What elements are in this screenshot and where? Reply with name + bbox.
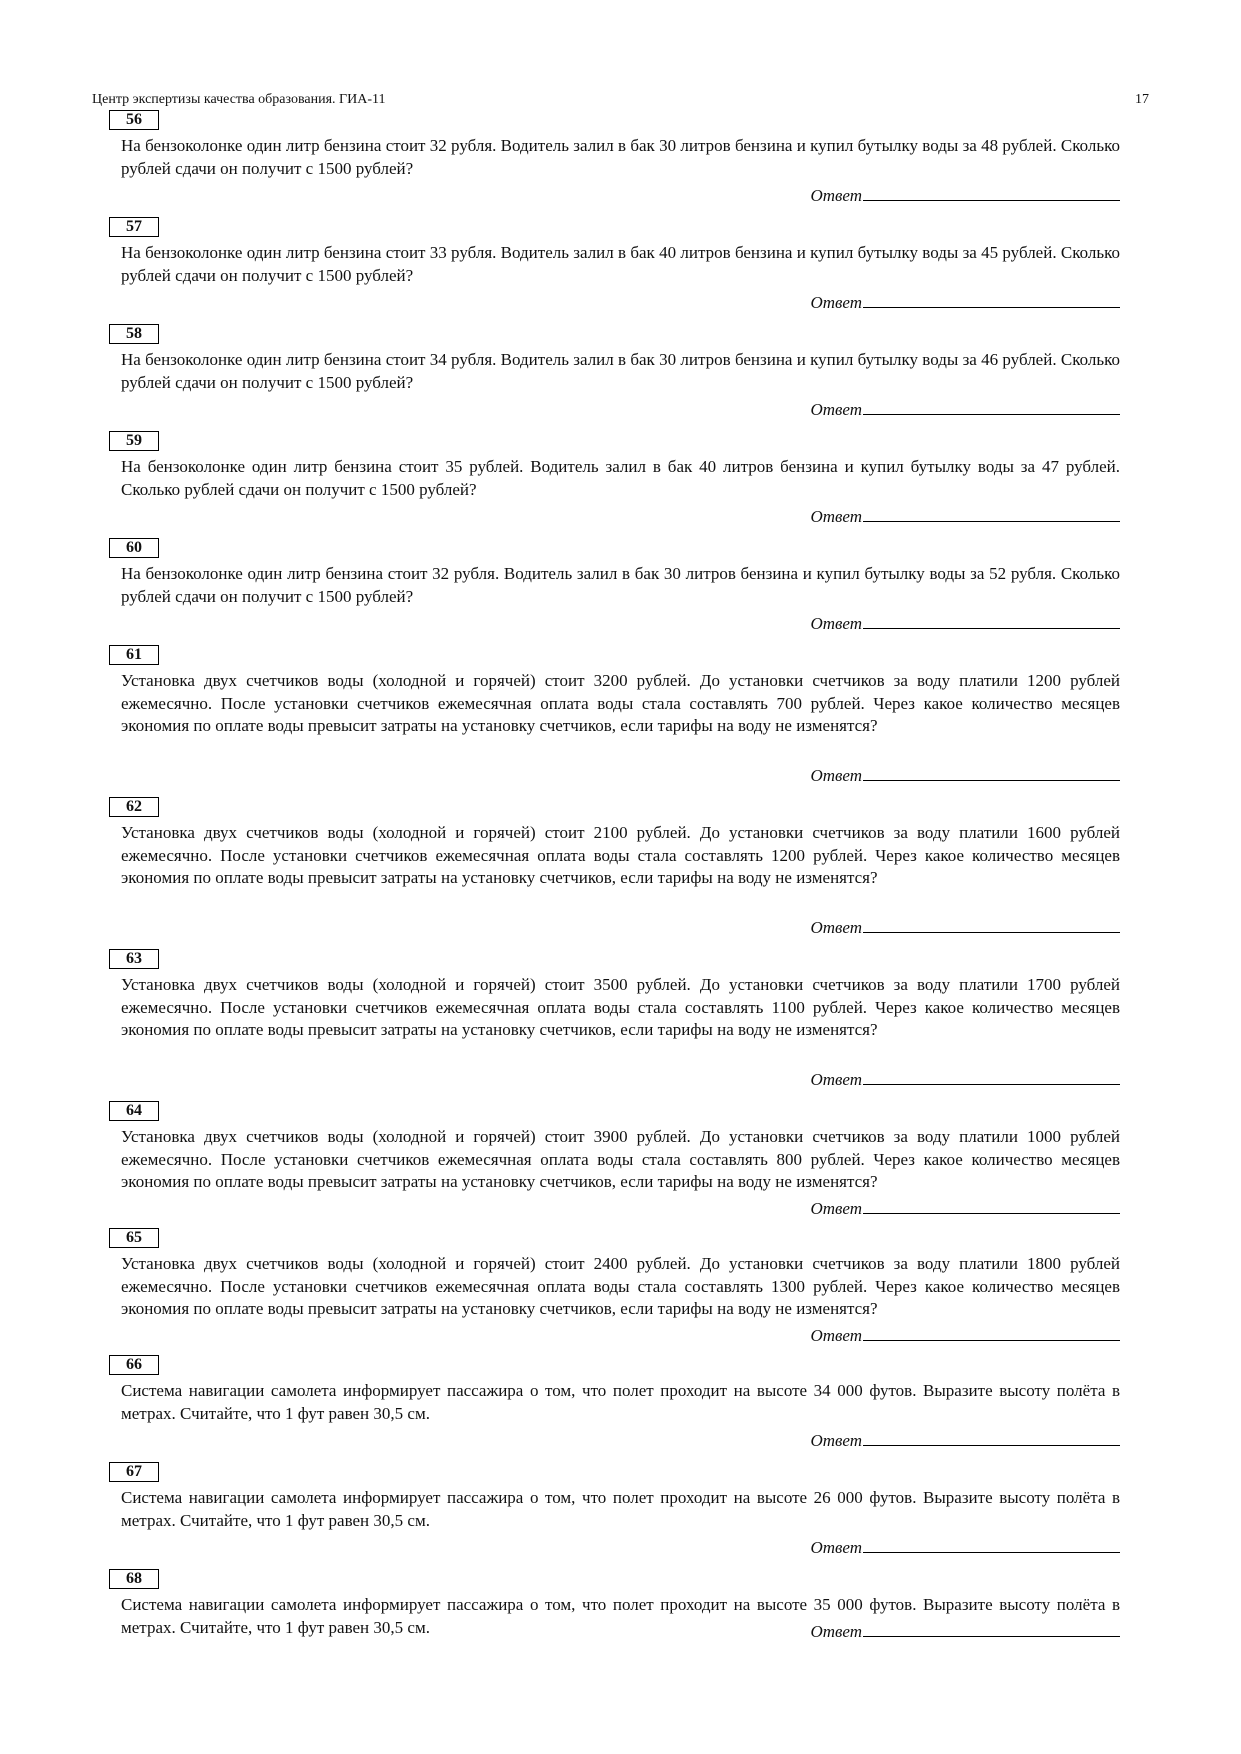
task-number: 57 — [109, 217, 159, 237]
task-number: 63 — [109, 949, 159, 969]
task-number: 56 — [109, 110, 159, 130]
task-number: 67 — [109, 1462, 159, 1482]
answer-line[interactable] — [863, 1067, 1120, 1085]
answer-field[interactable] — [810, 183, 1120, 206]
answer-field[interactable] — [810, 1196, 1120, 1219]
answer-line[interactable] — [863, 763, 1120, 781]
task-text: Система навигации самолета информирует пассажира о том, что полет проходит на высоте 35 000 футов. Выразите высоту полёта в метрах. Считайте, что 1 фут равен 30,5 см. — [121, 1595, 1120, 1637]
answer-label: Ответ — [810, 918, 862, 937]
task-text: На бензоколонке один литр бензина стоит 34 рубля. Водитель залил в бак 30 литров бензина и купил бутылку воды за 46 рублей. Сколько рублей сдачи он получит с 1500 рублей? — [121, 350, 1120, 392]
task-number: 59 — [109, 431, 159, 451]
task-number: 61 — [109, 645, 159, 665]
answer-label: Ответ — [810, 614, 862, 633]
answer-label: Ответ — [810, 1070, 862, 1089]
answer-line[interactable] — [863, 397, 1120, 415]
answer-field[interactable] — [810, 611, 1120, 634]
answer-line[interactable] — [863, 611, 1120, 629]
answer-line[interactable] — [863, 1535, 1120, 1553]
answer-line[interactable] — [863, 1323, 1120, 1341]
answer-label: Ответ — [810, 293, 862, 312]
answer-field[interactable] — [810, 504, 1120, 527]
answer-label: Ответ — [810, 1199, 862, 1218]
answer-field[interactable] — [810, 397, 1120, 420]
task-number: 68 — [109, 1569, 159, 1589]
answer-field[interactable] — [810, 1428, 1120, 1451]
task-text: Система навигации самолета информирует пассажира о том, что полет проходит на высоте 34 000 футов. Выразите высоту полёта в метрах. Считайте, что 1 фут равен 30,5 см. — [121, 1381, 1120, 1423]
task-text: Установка двух счетчиков воды (холодной и горячей) стоит 2400 рублей. До установки счетчиков за воду платили 1800 рублей ежемесячно. После установки счетчиков ежемесячная оплата воды стала составлять 1300 рублей. Через какое количество месяцев экономия по оплате воды превысит затраты на установку счетчиков, если тарифы на воду не изменятся? — [121, 1254, 1120, 1318]
task-number: 64 — [109, 1101, 159, 1121]
answer-line[interactable] — [863, 290, 1120, 308]
task-number: 60 — [109, 538, 159, 558]
task-number: 58 — [109, 324, 159, 344]
task-text: На бензоколонке один литр бензина стоит 33 рубля. Водитель залил в бак 40 литров бензина и купил бутылку воды за 45 рублей. Сколько рублей сдачи он получит с 1500 рублей? — [121, 243, 1120, 285]
task-text: На бензоколонке один литр бензина стоит 35 рублей. Водитель залил в бак 40 литров бензина и купил бутылку воды за 47 рублей. Сколько рублей сдачи он получит с 1500 рублей? — [121, 457, 1120, 499]
answer-label: Ответ — [810, 186, 862, 205]
task-text: Система навигации самолета информирует пассажира о том, что полет проходит на высоте 26 000 футов. Выразите высоту полёта в метрах. Считайте, что 1 фут равен 30,5 см. — [121, 1488, 1120, 1530]
task-number: 66 — [109, 1355, 159, 1375]
answer-label: Ответ — [810, 766, 862, 785]
answer-field[interactable] — [810, 915, 1120, 938]
answer-field[interactable] — [810, 763, 1120, 786]
task-text: Установка двух счетчиков воды (холодной и горячей) стоит 2100 рублей. До установки счетчиков за воду платили 1600 рублей ежемесячно. После установки счетчиков ежемесячная оплата воды стала составлять 1200 рублей. Через какое количество месяцев экономия по оплате воды превысит затраты на установку счетчиков, если тарифы на воду не изменятся? — [121, 823, 1120, 887]
answer-label: Ответ — [810, 1326, 862, 1345]
answer-field[interactable] — [810, 290, 1120, 313]
answer-line[interactable] — [863, 1619, 1120, 1637]
answer-field[interactable] — [810, 1323, 1120, 1346]
header-title: Центр экспертизы качества образования. ГИА-11 — [92, 92, 386, 107]
answer-line[interactable] — [863, 183, 1120, 201]
answer-line[interactable] — [863, 915, 1120, 933]
task-text: Установка двух счетчиков воды (холодной и горячей) стоит 3200 рублей. До установки счетчиков за воду платили 1200 рублей ежемесячно. После установки счетчиков ежемесячная оплата воды стала составлять 700 рублей. Через какое количество месяцев экономия по оплате воды превысит затраты на установку счетчиков, если тарифы на воду не изменятся? — [121, 671, 1120, 735]
answer-label: Ответ — [810, 1622, 862, 1641]
task-text: На бензоколонке один литр бензина стоит 32 рубля. Водитель залил в бак 30 литров бензина и купил бутылку воды за 52 рубля. Сколько рублей сдачи он получит с 1500 рублей? — [121, 564, 1120, 606]
answer-label: Ответ — [810, 1431, 862, 1450]
answer-line[interactable] — [863, 504, 1120, 522]
answer-field[interactable] — [810, 1067, 1120, 1090]
answer-label: Ответ — [810, 1538, 862, 1557]
answer-line[interactable] — [863, 1196, 1120, 1214]
page-header — [92, 91, 1149, 109]
task-number: 65 — [109, 1228, 159, 1248]
answer-line[interactable] — [863, 1428, 1120, 1446]
answer-label: Ответ — [810, 400, 862, 419]
answer-field[interactable] — [810, 1619, 1120, 1642]
page-number: 17 — [1135, 92, 1149, 107]
task-text: Установка двух счетчиков воды (холодной и горячей) стоит 3900 рублей. До установки счетчиков за воду платили 1000 рублей ежемесячно. После установки счетчиков ежемесячная оплата воды стала составлять 800 рублей. Через какое количество месяцев экономия по оплате воды превысит затраты на установку счетчиков, если тарифы на воду не изменятся? — [121, 1127, 1120, 1191]
task-text: На бензоколонке один литр бензина стоит 32 рубля. Водитель залил в бак 30 литров бензина и купил бутылку воды за 48 рублей. Сколько рублей сдачи он получит с 1500 рублей? — [121, 136, 1120, 178]
answer-label: Ответ — [810, 507, 862, 526]
answer-field[interactable] — [810, 1535, 1120, 1558]
task-number: 62 — [109, 797, 159, 817]
task-text: Установка двух счетчиков воды (холодной и горячей) стоит 3500 рублей. До установки счетчиков за воду платили 1700 рублей ежемесячно. После установки счетчиков ежемесячная оплата воды стала составлять 1100 рублей. Через какое количество месяцев экономия по оплате воды превысит затраты на установку счетчиков, если тарифы на воду не изменятся? — [121, 975, 1120, 1039]
